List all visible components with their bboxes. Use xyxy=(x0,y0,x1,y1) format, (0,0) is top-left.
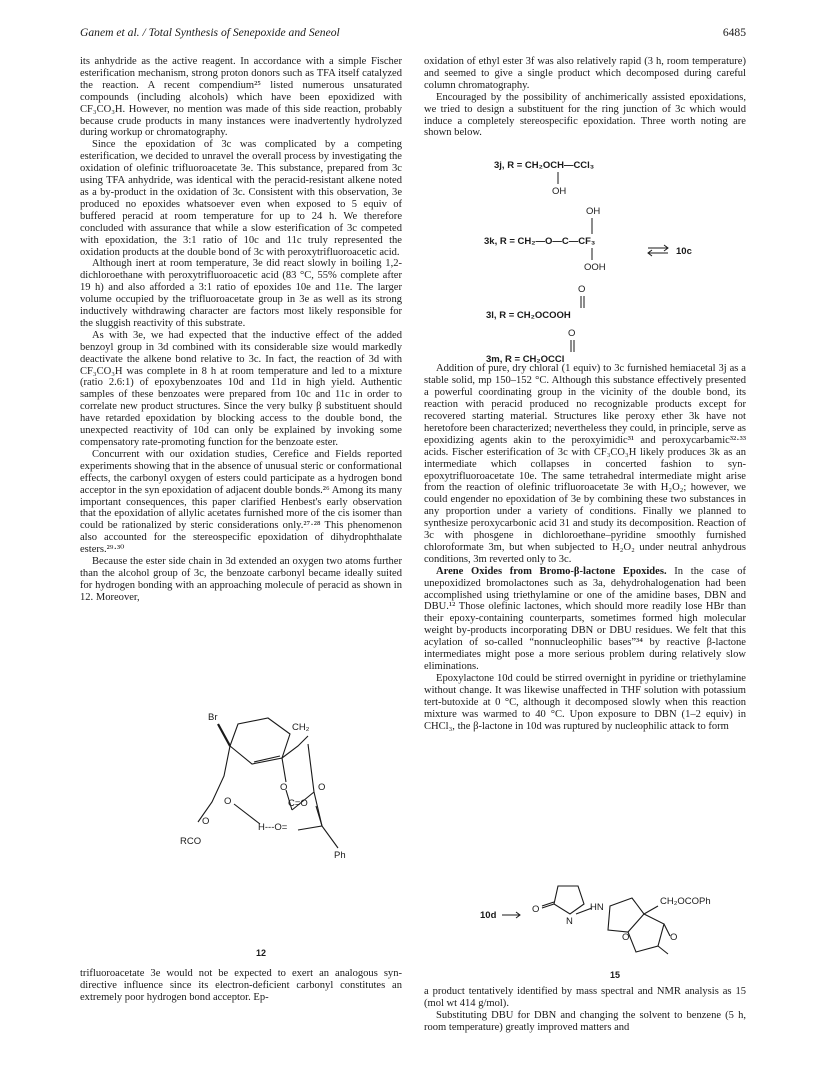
scheme-target: 10c xyxy=(676,246,692,257)
paragraph xyxy=(424,566,746,673)
scheme-3m-o: O xyxy=(568,328,576,339)
hn-label: HN xyxy=(590,902,604,913)
rco-label: RCO xyxy=(180,836,202,847)
scheme-3k-ooh: OOH xyxy=(584,262,606,273)
compound-label-12: 12 xyxy=(256,948,267,958)
paragraph: Although inert at room temperature, 3e did react slowly in boiling 1,2-dichloroethane with peroxytrifluoroacetic acid (83 °C, 55% complete after 19 h) and also afforded a 3:1 ratio of epoxides 10e and 11e. The larger volume occupied by the trifluoroacetate group in 3e as well as its strong inductively withdrawing character are factors most likely responsible for the sluggish reactivity of this substrate. xyxy=(80,258,402,329)
ph-label: Ph xyxy=(334,850,346,861)
left-column xyxy=(80,56,402,604)
ch2-label: CH₂ xyxy=(292,722,310,733)
running-header xyxy=(80,26,746,42)
o-label: O xyxy=(622,932,630,943)
paragraph: Epoxylactone 10d could be stirred overnight in pyridine or triethylamine without change. It was likewise unaffected in THF solution with potassium tert-butoxide at 0 °C, although it decomposed slowly when this reaction mixture was warmed to 40 °C. Upon exposure to DBN (1–2 equiv) in CHCl₃, the β-lactone in 10d was ruptured by nucleophilic attack to form xyxy=(424,672,746,732)
section-heading: Arene Oxides from Bromo-β-lactone Epoxides. xyxy=(436,565,667,577)
section-text: In the case of unepoxidized bromolactones such as 3a, dehydrohalogenation had been accomplished using triethylamine or one of the amidine bases, DBN and DBU.¹² Those olefinic lactones, which should more readily lose HBr than their epoxy-containing counterparts, sometimes formed high molecular weight by-products incorporating DBN or DBU residues. We felt that this acylation of so-called “nonnucleophilic bases”³⁴ by reactive β-lactone intermediates might pose a more serious problem during relatively slow eliminations. xyxy=(424,565,747,672)
paragraph: Substituting DBU for DBN and changing the solvent to benzene (5 h, room temperature) greatly improved matters and xyxy=(424,1009,746,1033)
o-label: O xyxy=(224,796,232,807)
ch2ocoph-label: CH₂OCOPh xyxy=(660,896,711,907)
scheme-3k-oh: OH xyxy=(586,206,601,217)
start-compound: 10d xyxy=(480,910,497,921)
structure-15 xyxy=(480,876,730,981)
h-bond-label: H---O= xyxy=(258,822,288,833)
paragraph: oxidation of ethyl ester 3f was also relatively rapid (3 h, room temperature) and seemed to give a single product which decomposed during careful column chromatography. xyxy=(424,56,746,91)
o-label: O xyxy=(280,782,288,793)
scheme-3j-3m xyxy=(484,156,734,370)
running-title: Ganem et al. / Total Synthesis of Senepoxide and Seneol xyxy=(80,26,340,39)
structure-12 xyxy=(180,706,400,966)
o-label: O xyxy=(318,782,326,793)
paragraph: Because the ester side chain in 3d extended an oxygen two atoms further than the alcohol group of 3c, the benzoate carbonyl became ideally suited for hydrogen bonding with an approaching molecule of peracid as shown in 12. Moreover, xyxy=(80,556,402,603)
n-label: N xyxy=(566,916,573,927)
scheme-3k: 3k, R = CH₂—O—C—CF₃ xyxy=(484,236,596,247)
scheme-3m: 3m, R = CH₂OCCl xyxy=(486,354,565,365)
o-label: O xyxy=(202,816,210,827)
paragraph: trifluoroacetate 3e would not be expected to exert an analogous syn-directive influence since its electron-deficient carbonyl constitutes an extremely poor hydrogen bond acceptor. Ep- xyxy=(80,968,402,1003)
paragraph: Concurrent with our oxidation studies, Cerefice and Fields reported experiments showing that in the absence of unusual steric or conformational effects, the carbonyl oxygen of esters could participate as a hydrogen bond acceptor in the syn epoxidation of adjacent double bonds.²⁶ Among its many important consequences, this paper clarified Henbest's early observation that the epoxidation of allylic acetates furnished more of the cis isomer than could be rationalized by steric considerations only.²⁷·²⁸ This phenomenon also accounted for the stereospecific epoxidation of dihydrophthalate esters.²⁹·³⁰ xyxy=(80,448,403,556)
paragraph: Encouraged by the possibility of anchimerically assisted epoxidations, we tried to design a substituent for the ring junction of 3c which would induce a completely stereospecific epoxidation. Three worth noting are shown below. xyxy=(424,91,746,139)
left-column-bottom xyxy=(80,968,402,1004)
scheme-3j: 3j, R = CH₂OCH—CCl₃ xyxy=(494,160,595,171)
scheme-3l-o: O xyxy=(578,284,586,295)
page-number: 6485 xyxy=(722,26,746,39)
right-column-bottom xyxy=(424,986,746,1034)
paragraph: Addition of pure, dry chloral (1 equiv) to 3c furnished hemiacetal 3j as a stable solid, mp 150–152 °C. Although this substance effectively presented a powerful coordinating group in the vicinity of the double bond, its reaction with peracid produced no recognizable products except for recovered starting material. Structures like peroxy ether 3k have not heretofore been characterized; nevertheless they could, in principle, serve as epoxidizing agents akin to the peroxyimidic³¹ and peroxycarbamic³²·³³ acids. Fischer esterification of 3c with CF₃CO₃H likely produces 3k as an intermediate which collapses in concerted fashion to syn-epoxytrifluoroacetate 10e. The same tetrahedral intermediate might arise from the reaction of olefinic trifluoroacetate 3e with H₂O₂; however, we could engender no epoxidation of 3e by combining these two substances in any proportion under a variety of conditions. Finally we planned to synthesize peroxycarbonic acid 31 and study its decomposition. Reaction of 3c with phosgene in dichloroethane–pyridine smoothly furnished chloroformate 3m, but when subjected to H₂O₂ under neutral anhydrous conditions, 3m reverted only to 3c. xyxy=(424,363,746,565)
scheme-3j-oh: OH xyxy=(552,186,567,197)
br-label: Br xyxy=(208,712,218,723)
scheme-3l: 3l, R = CH₂OCOOH xyxy=(486,310,571,321)
paragraph: Since the epoxidation of 3c was complicated by a competing esterification, we decided to unravel the overall process by investigating the oxidation of olefinic trifluoroacetate 3e. This substance, prepared from 3c using TFA anhydride, was identical with the peracid-resistant alkene noted as a by-product in the oxidation of 3c. Consistent with this observation, 3e produced no epoxides whatsoever even when exposed to 5 equiv of buffered peracid at room temperature for up to 24 h. We therefore concluded with assurance that while a slow esterification of 3c competed with epoxidation, the 3:1 ratio of 10c and 11c truly represented the oxidation products at the double bond of 3c with peroxytrifluoroacetic acid. xyxy=(80,139,402,258)
co-label: C=O xyxy=(288,798,308,809)
compound-label-15: 15 xyxy=(610,970,621,980)
o-label: O xyxy=(670,932,678,943)
paragraph: its anhydride as the active reagent. In accordance with a simple Fischer esterification mechanism, strong proton donors such as TFA itself catalyzed the reaction. A recent compendium²⁵ listed numerous unsaturated compounds (including alcohols) which have been epoxidized with CF₃CO₃H. However, no mention was made of this side reaction, probably because crude products in many instances were inadvertently hydrolyzed during workup or chromatography. xyxy=(80,56,402,139)
paragraph: As with 3e, we had expected that the inductive effect of the added benzoyl group in 3d combined with its considerable size would markedly deactivate the alkene bond relative to 3c. In fact, the reaction of 3d with CF₃CO₃H was complete in 8 h at room temperature and led to a mixture (ratio 2.6:1) of epoxybenzoates 10d and 11d in high yield. Authentic samples of these benzoates were prepared from 10c and 11c in order to correlate new product structures. Since the very bulky β substituent should have retarded epoxidation by blocking access to the double bond, the unexpected reactivity of 10d can only be explained by invoking some compensatory rate-promoting function for the benzoate ester. xyxy=(80,329,402,448)
o-label: O xyxy=(532,904,540,915)
paragraph: a product tentatively identified by mass spectral and NMR analysis as 15 (mol wt 414 g/mol). xyxy=(424,986,746,1009)
